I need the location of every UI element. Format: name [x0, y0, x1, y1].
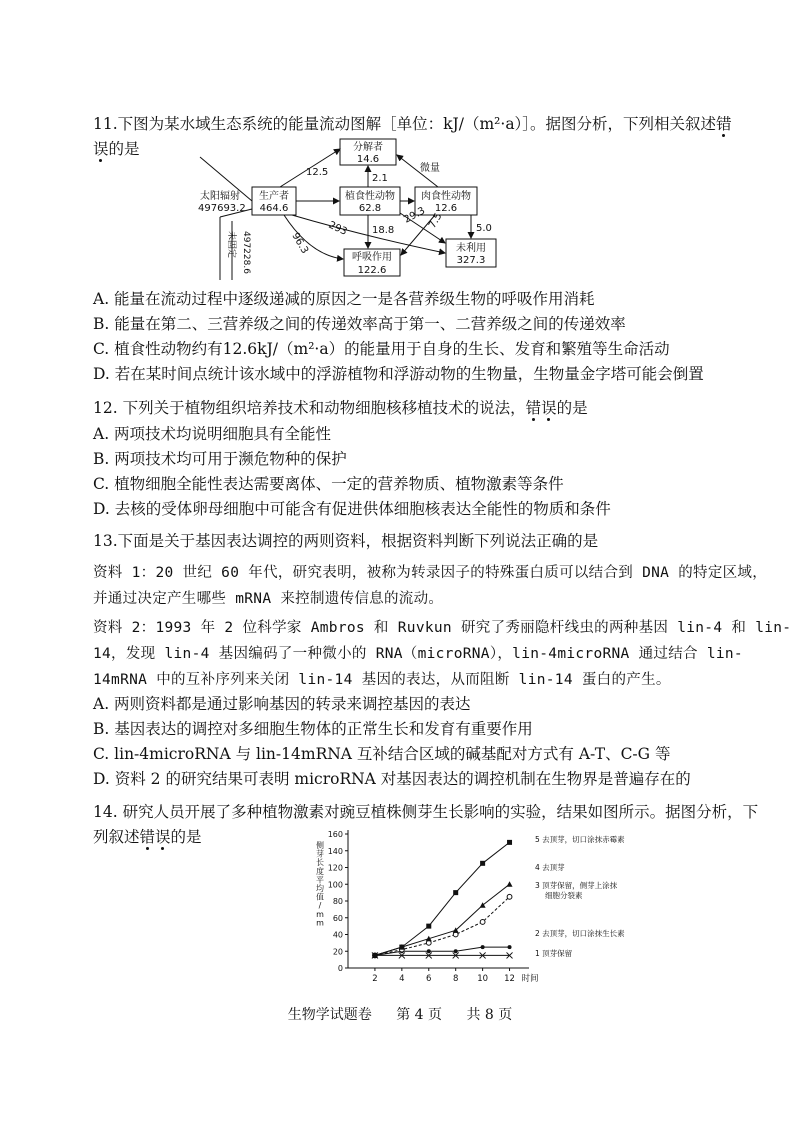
unused-label: 未利用 [456, 243, 486, 254]
q11-stem-tail: 的是 [108, 140, 140, 158]
q13-material2-line1: 资料 2：1993 年 2 位科学家 Ambros 和 Ruvkun 研究了秀丽隐杆线虫的两种基因 lin-4 和 lin- [93, 620, 792, 636]
flow-producer-decomposer: 12.5 [306, 167, 329, 178]
q13-material2-line3: 14mRNA 中的互补序列来关闭 lin-14 基因的表达，从而阻断 lin-14 蛋白的产生。 [93, 672, 671, 688]
q13-option-c: C. lin-4microRNA 与 lin-14mRNA 互补结合区域的碱基配对方式有 A-T、C-G 等 [93, 745, 671, 763]
q13-material1-line2: 并通过决定产生哪些 mRNA 来控制遗传信息的流动。 [93, 591, 444, 607]
herbivore-value: 62.8 [358, 203, 382, 214]
q12-option-b: B. 两项技术均可用于濒危物种的保护 [93, 450, 347, 468]
data-point [481, 945, 485, 949]
x-tick-label: 12 [504, 974, 515, 984]
q13-material1-line1: 资料 1：20 世纪 60 年代，研究表明，被称为转录因子的特殊蛋白质可以结合到 DNA 的特定区域， [93, 565, 768, 581]
series-line-4 [375, 884, 510, 955]
q11-stem-line1 [93, 113, 732, 135]
q13-option-d: D. 资料 2 的研究结果可表明 microRNA 对基因表达的调控机制在生物界是普遍存在的 [93, 770, 691, 788]
q14-stem-text: 列叙述 [93, 828, 140, 846]
legend-entry: 1 顶芽保留 [535, 949, 573, 958]
q14-stem-line2 [93, 826, 202, 848]
q13-stem: 13.下面是关于基因表达调控的两则资料，根据资料判断下列说法正确的是 [93, 532, 599, 550]
legend-entry: 5 去顶芽，切口涂抹赤霉素 [535, 835, 625, 844]
bud-growth-chart [300, 826, 670, 986]
y-tick-label: 100 [327, 880, 343, 890]
q13-option-b: B. 基因表达的调控对多细胞生物体的正常生长和发育有重要作用 [93, 720, 533, 738]
herbivore-label: 植食性动物 [345, 191, 395, 202]
y-axis-label-char: 度 [316, 866, 324, 876]
q11-option-c: C. 植食性动物约有12.6kJ/（m²·a）的能量用于自身的生长、发育和繁殖等生命活动 [93, 340, 670, 358]
q11-stem-line2 [93, 138, 140, 160]
energy-flow-diagram [180, 135, 540, 280]
flow-carnivore-unused: 5.0 [476, 223, 492, 234]
y-tick-label: 0 [337, 964, 343, 973]
series-line-5 [375, 842, 510, 955]
flow-carnivore-decomposer: 微量 [420, 163, 440, 174]
y-axis-label-char: 均 [316, 884, 324, 893]
sun-value: 497693.2 [198, 203, 246, 214]
y-axis-label-char: m [316, 909, 324, 919]
flow-carnivore-respiration: 7.5 [427, 211, 445, 231]
q11-option-b: B. 能量在第二、三营养级之间的传递效率高于第一、二营养级之间的传递效率 [93, 315, 626, 333]
flow-herbivore-respiration: 18.8 [372, 225, 395, 236]
x-axis-label: 时间 [521, 974, 539, 984]
q11-emphasis-char: 错 [716, 115, 732, 133]
data-point [453, 890, 458, 895]
legend-entry: 4 去顶芽 [535, 863, 565, 872]
carnivore-label: 肉食性动物 [421, 191, 471, 202]
data-point [480, 861, 485, 866]
q12-stem [93, 397, 588, 419]
data-point [426, 940, 431, 945]
data-point [507, 840, 512, 845]
data-point [372, 953, 377, 958]
q14-emphasis-char: 错 [139, 828, 156, 846]
q12-stem-text: 12. 下列关于植物组织培养技术和动物细胞核移植技术的说法， [93, 399, 526, 417]
data-point [507, 881, 513, 887]
q14-stem-tail: 的是 [170, 828, 202, 846]
flow-herbivore-decomposer: 2.1 [372, 173, 388, 184]
y-tick-label: 60 [332, 913, 343, 923]
data-point [508, 945, 512, 949]
q14-stem-line1: 14. 研究人员开展了多种植物激素对豌豆植株侧芽生长影响的实验，结果如图所示。据图分析，下 [93, 803, 759, 821]
decomposer-label: 分解者 [353, 142, 383, 153]
q12-emphasis-char-2: 误 [541, 399, 557, 417]
q14-emphasis-char-2: 误 [155, 828, 171, 846]
legend-entry: 2 去顶芽，切口涂抹生长素 [535, 929, 625, 938]
legend-entry: 细胞分裂素 [545, 891, 583, 900]
q11-option-a: A. 能量在流动过程中逐级递减的原因之一是各营养级生物的呼吸作用消耗 [93, 290, 595, 308]
data-point [426, 924, 431, 929]
y-axis-label-char: 值 [316, 892, 324, 902]
q12-option-c: C. 植物细胞全能性表达需要离体、一定的营养物质、植物激素等条件 [93, 475, 564, 493]
q13-material2-line2: 14，发现 lin-4 基因编码了一种微小的 RNA（microRNA），lin-4microRNA 通过结合 lin- [93, 646, 743, 662]
q12-option-d: D. 去核的受体卵母细胞中可能含有促进供体细胞核表达全能性的物质和条件 [93, 500, 611, 518]
x-tick-label: 6 [426, 974, 432, 984]
respiration-label: 呼吸作用 [352, 252, 392, 263]
q12-emphasis-char: 错 [525, 399, 542, 417]
data-point [399, 945, 404, 950]
y-axis-label-char: m [316, 918, 324, 928]
footer-subject: 生物学试题卷 [287, 1007, 372, 1023]
flow-producer-unused: 293 [326, 219, 349, 238]
flow-herbivore-unused: 29.3 [402, 205, 428, 226]
x-tick-label: 4 [399, 974, 405, 984]
y-axis-label-char: 芽 [316, 849, 324, 859]
q12-stem-tail: 的是 [556, 399, 588, 417]
producer-value: 464.6 [259, 203, 289, 214]
y-tick-label: 40 [332, 930, 343, 940]
q11-option-d: D. 若在某时间点统计该水域中的浮游植物和浮游动物的生物量，生物量金字塔可能会倒置 [93, 365, 704, 383]
data-point [427, 949, 431, 953]
data-point [453, 932, 458, 937]
y-axis-label-char: 侧 [316, 841, 324, 850]
y-axis-label-char: 长 [316, 858, 324, 868]
y-tick-label: 120 [327, 863, 343, 873]
data-point [454, 949, 458, 953]
data-point [507, 894, 512, 899]
x-tick-label: 10 [477, 974, 489, 984]
footer-total-pages: 共 8 页 [466, 1007, 513, 1023]
q11-stem-text: 11.下图为某水域生态系统的能量流动图解［单位：kJ/（m²·a）］。据图分析，下列相关叙述 [93, 115, 717, 133]
page-footer [0, 1004, 800, 1024]
footer-page-number: 第 4 页 [396, 1007, 442, 1023]
q13-option-a: A. 两则资料都是通过影响基因的转录来调控基因的表达 [93, 695, 471, 713]
sun-label: 太阳辐射 [200, 191, 240, 202]
x-tick-label: 8 [452, 974, 459, 984]
y-tick-label: 80 [332, 897, 343, 906]
unfixed-label: 未固定 [226, 231, 236, 259]
unfixed-value: 497228.6 [241, 231, 251, 274]
carnivore-value: 12.6 [434, 203, 458, 214]
y-axis-label-char: / [318, 901, 322, 911]
q11-emphasis-char-2: 误 [93, 140, 109, 158]
y-tick-label: 140 [327, 846, 343, 856]
flow-producer-respiration: 96.3 [289, 231, 311, 256]
producer-label: 生产者 [259, 191, 289, 202]
y-tick-label: 20 [332, 947, 343, 957]
respiration-value: 122.6 [357, 265, 387, 276]
unused-value: 327.3 [456, 255, 486, 266]
x-tick-label: 2 [372, 974, 378, 984]
y-axis-label-char: 平 [316, 875, 324, 885]
data-point [480, 920, 485, 925]
q12-option-a: A. 两项技术均说明细胞具有全能性 [93, 425, 332, 443]
y-tick-label: 160 [327, 830, 343, 839]
legend-entry: 3 顶芽保留，侧芽上涂抹 [535, 881, 618, 890]
decomposer-value: 14.6 [356, 154, 380, 165]
